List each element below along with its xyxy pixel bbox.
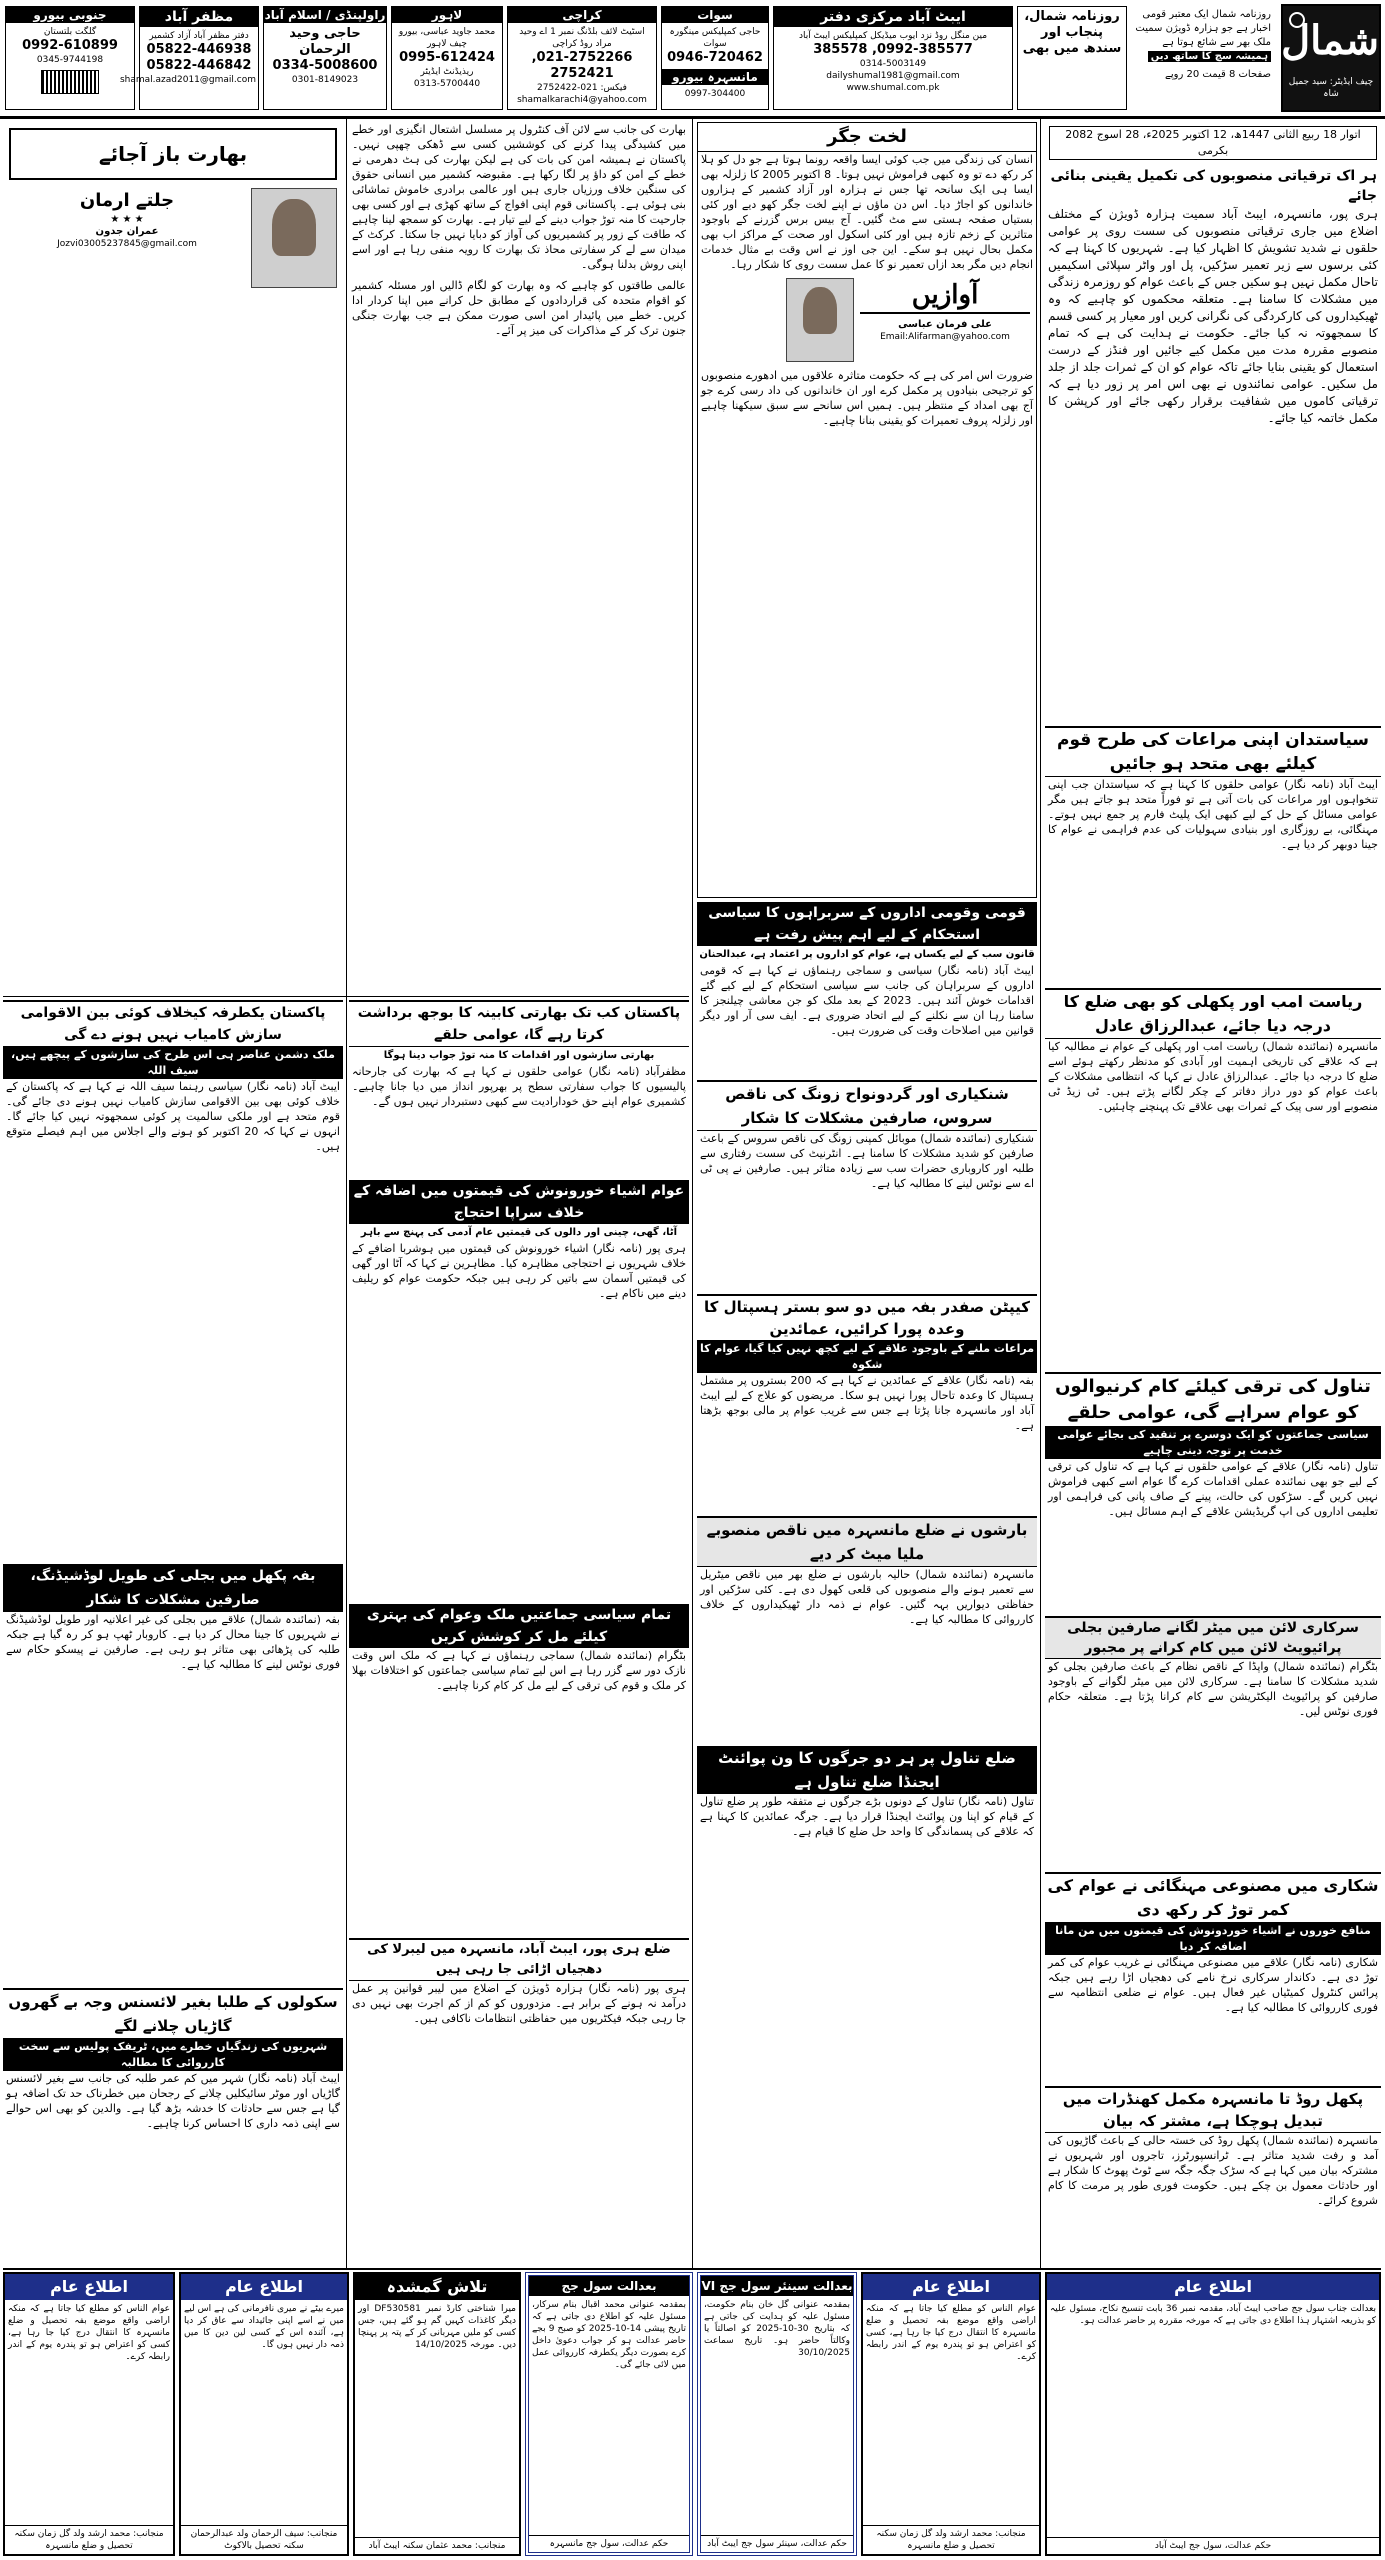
masthead-intro-text: روزنامہ شمال ایک معتبر قومی اخبار ہے جو ہزارہ ڈویژن سمیت ملک بھر سے شائع ہوتا ہے (1135, 9, 1271, 48)
office-south (5, 6, 135, 110)
ad-court-notice-1 (697, 2272, 857, 2556)
ad-court-notice-2 (525, 2272, 693, 2556)
story-headline: سرکاری لائن میں میٹر لگانے صارفین بجلی پرائیویٹ لائن میں کام کرانے پر مجبور (1045, 1616, 1381, 1659)
issue-date: اتوار 18 ربیع الثانی 1447ھ، 12 اکتوبر 2025ء، 28 اسوج 2082 بکرمی (1049, 126, 1377, 160)
columnist-name: علی فرمان عباسی (898, 319, 992, 330)
story-headline: سیاستدان اپنی مراعات کی طرح قوم کیلئے بھی متحد ہو جائیں (1045, 726, 1381, 777)
office-address: مین منگل روڈ نزد ایوب میڈیکل کمپلیکس ایبٹ آباد (798, 31, 988, 41)
ad-title: اطلاع عام (863, 2274, 1039, 2300)
story-headline: پاکستان کب تک بھارتی کابینہ کا بوجھ برداشت کرتا رہے گا، عوامی حلقے (349, 1000, 689, 1047)
masthead-header (0, 0, 1385, 119)
story-subheadline: آٹا، گھی، چینی اور دالوں کی قیمتیں عام آدمی کی پہنچ سے باہر (360, 1227, 678, 1238)
story-awam-ashya (349, 1180, 689, 1600)
office-email: 0997-304400 (684, 89, 746, 99)
office-extra: 0314-5003149 (859, 59, 927, 69)
tagline-box (1017, 6, 1127, 110)
office-email: shamalkarachi4@yahoo.com (517, 95, 647, 105)
office-phone: 0946-720462 (667, 50, 763, 65)
story-body: بٹگرام (نمائندہ شمال) واپڈا کے ناقص نظام کے باعث صارفین بجلی کو شدید مشکلات کا سامنا ہے۔ سرکاری لائن میں میٹر لگوانے کے باوجود صارفین کو پرائیویٹ الیکٹریشن سے کام کرانا پڑتا ہے۔ متعلقہ حکام فوری نوٹس لیں۔ (1048, 1660, 1378, 1718)
ad-body: میرے بیٹے نے میری نافرمانی کی ہے اس لیے میں نے اسے اپنی جائیداد سے عاق کر دیا ہے، آئندہ اس کے کسی لین دین کا میں ذمہ دار نہیں ہوں گا۔ (184, 2304, 344, 2350)
story-subheadline: بھارتی سازشوں اور اقدامات کا منہ توڑ جواب دینا ہوگا (383, 1050, 655, 1061)
office-karachi (507, 6, 657, 110)
ad-notice-3 (179, 2272, 349, 2556)
ad-footer: منجانب: محمد عثمان سکنہ ایبٹ آباد (355, 2537, 519, 2554)
story-body: بفہ (نامہ نگار) علاقے کے عمائدین نے کہا ہے کہ 200 بستروں پر مشتمل ہسپتال کا وعدہ تاحال پورا نہیں ہو سکا۔ مریضوں کو علاج کے لیے ایبٹ آباد اور مانسہرہ جانا پڑتا ہے جس سے غریب عوام پر مالی بوجھ بڑھتا ہے۔ (700, 1374, 1034, 1432)
office-address: محمد جاوید عباسی، بیورو چیف لاہور (398, 27, 496, 49)
story-headline: ضلع تناول پر ہر دو جرگوں کا ون پوائنٹ ایجنڈا ضلع تناول ہے (697, 1746, 1037, 1794)
column-body: انسان کی زندگی میں جب کوئی ایسا واقعہ رونما ہوتا ہے جو دل کو ہلا کر رکھ دے تو وہ کبھی فراموش نہیں ہوتا۔ 8 اکتوبر 2005 کا زلزلہ بھی ایسا ہی ایک سانحہ تھا جس نے ہزارہ اور آزاد کشمیر کے ہزاروں خاندانوں کو اجاڑ دیا۔ اس دن ماؤں نے اپنے لخت جگر کھو دیے اور کئی بستیاں صفحہ ہستی سے مٹ گئیں۔ آج بیس برس گزرنے کے باوجود متاثرین کے زخم تازہ ہیں اور کئی اسکول اور صحت کے مراکز اب بھی مکمل بحال نہیں ہو سکے۔ این جی اوز نے اس وقت بے مثال خدمات انجام دیں مگر بعد ازاں تعمیر نو کا عمل سست روی کا شکار رہا۔ (701, 153, 1033, 271)
story-body: ہری پور (نامہ نگار) ہزارہ ڈویژن کے اضلاع میں لیبر قوانین پر عمل درآمد نہ ہونے کے برابر ہے۔ مزدوروں کو کم از کم اجرت بھی نہیں دی جا رہی جبکہ فیکٹریوں میں حفاظتی انتظامات ناکافی ہیں۔ (352, 1982, 686, 2025)
ad-body: عوام الناس کو مطلع کیا جاتا ہے کہ منکہ اراضی واقع موضع بفہ تحصیل و ضلع مانسہرہ کا انتقال درج کیا جا رہا ہے، کسی کو اعتراض ہو تو پندرہ یوم کے اندر رابطہ کرے۔ (8, 2304, 170, 2362)
columnist-photo (251, 188, 337, 288)
story-subheadline: سیاسی جماعتوں کو ایک دوسرے پر تنقید کی بجائے عوامی خدمت پر توجہ دینی چاہیے (1045, 1427, 1381, 1459)
ad-footer: منجانب: محمد ارشد ولد گل زمان سکنہ تحصیل و ضلع مانسہرہ (863, 2525, 1039, 2554)
story-tamam-siyasi (349, 1604, 689, 1934)
ad-title: اطلاع عام (5, 2274, 173, 2300)
story-body: بٹگرام (نمائندہ شمال) سماجی رہنماؤں نے کہا ہے کہ ملک اس وقت نازک دور سے گزر رہا ہے اس لیے تمام سیاسی جماعتوں کو اختلافات بھلا کر ملک و قوم کی ترقی کے لیے مل کر کام کرنا چاہیے۔ (352, 1649, 686, 1692)
story-body: ایبٹ آباد (نامہ نگار) سیاسی رہنما سیف اللہ نے کہا ہے کہ پاکستان کے خلاف کوئی بھی بین الاقوامی سازش کامیاب نہیں ہونے دی جائے گی۔ قوم متحد ہے اور ملکی سالمیت پر کوئی سمجھوتہ نہیں کیا جائے گا۔ انہوں نے کہا کہ 20 اکتوبر کو ہونے والے اجلاس میں اہم فیصلے متوقع ہیں۔ (6, 1080, 340, 1153)
story-subheadline: مراعات ملنے کے باوجود علاقے کے لیے کچھ نہیں کیا گیا، عوام کا شکوہ (697, 1341, 1037, 1373)
story-pakhal (1045, 2086, 1381, 2268)
story-headline: بارشوں نے ضلع مانسہرہ میں ناقص منصوبے ملیا میٹ کر دیے (697, 1516, 1037, 1567)
office-extra: 0345-9744198 (36, 55, 104, 65)
story-headline: سکولوں کے طلبا بغیر لائسنس وجہ بے گھروں گاڑیاں چلانے لگے (3, 1988, 343, 2039)
story-zila (697, 1746, 1037, 2266)
columnist-block (3, 188, 343, 288)
story-headline: کیپٹن صفدر بفہ میں دو سو بستر ہسپتال کا وعدہ پورا کرائیں، عمائدین (697, 1294, 1037, 1341)
ad-notice-2 (861, 2272, 1041, 2556)
story-headline: تناول کی ترقی کیلئے کام کرنیوالوں کو عوام سراہے گی، عوامی حلقے (1045, 1372, 1381, 1427)
office-address: اسٹیٹ لائف بلڈنگ نمبر 1 اے وحید مراد روڈ کراچی (519, 27, 645, 49)
story-body: ہری پور (نامہ نگار) اشیاء خورونوش کی قیمتوں میں ہوشربا اضافے کے خلاف شہریوں نے احتجاجی مظاہرہ کیا۔ مظاہرین نے کہا کہ آٹا اور گھی کی قیمتیں آسمان سے باتیں کر رہی ہیں جبکہ حکومت عوام کو ریلیف دینے میں ناکام ہے۔ (352, 1242, 686, 1300)
masthead-slogan: ہمیشہ سچ کا ساتھ دیں (1148, 51, 1271, 62)
ad-title: بعدالت سینئر سول جج VI (701, 2276, 853, 2296)
office-phone: 0992-385577, 385578 (813, 42, 973, 57)
column-body-continued: عالمی طاقتوں کو چاہیے کہ وہ بھارت کو لگام ڈالیں اور مسئلہ کشمیر کو اقوام متحدہ کی قراردادوں کے مطابق حل کرانے میں اپنا کردار ادا کریں۔ خطے میں پائیدار امن اسی صورت ممکن ہے جب بھارت جنگی جنون ترک کر کے مذاکرات کی میز پر آئے۔ (352, 279, 686, 337)
story-headline: قومی وقومی اداروں کے سربراہوں کا سیاسی استحکام کے لیے اہم پیش رفت ہے (697, 902, 1037, 946)
column-divider (1040, 118, 1041, 2268)
story-riyasat (1045, 988, 1381, 1368)
ad-body: بعدالت جناب سول جج صاحب ایبٹ آباد، مقدمہ نمبر 36 بابت تنسیخ نکاح، مسئول علیہ کو بذریعہ اشتہار ہذا اطلاع دی جاتی ہے کہ مورخہ مقررہ پر حاضر عدالت ہو۔ (1050, 2304, 1376, 2326)
story-body: مانسہرہ (نمائندہ شمال) پکھل روڈ کی خستہ حالی کے باعث گاڑیوں کی آمد و رفت شدید متاثر ہے۔ ٹرانسپورٹرز، تاجروں اور شہریوں نے مشترکہ بیان میں کہا ہے کہ سڑک جگہ جگہ سے ٹوٹ پھوٹ کا شکار ہے اور حادثات معمول بن چکے ہیں۔ حکومت فوری طور پر مرمت کا کام شروع کرائے۔ (1048, 2134, 1378, 2207)
column-lakht-jigar (697, 122, 1037, 898)
office-city: لاہور (392, 7, 502, 23)
story-headline: ریاست امب اور پکھلی کو بھی ضلع کا درجہ دیا جائے، عبدالرزاق عادل (1045, 988, 1381, 1039)
column-title: بھارت باز آجائے (9, 128, 337, 180)
columnist-info (860, 278, 1030, 343)
column-body-continued: ضرورت اس امر کی ہے کہ حکومت متاثرہ علاقوں میں ادھورے منصوبوں کو ترجیحی بنیادوں پر مکمل کرے اور ان خاندانوں کی داد رسی کرے جو آج بھی امداد کے منتظر ہیں۔ ہمیں اس سانحے سے سبق سیکھنا چاہیے اور زلزلہ پروف تعمیرات کو یقینی بنانا چاہیے۔ (701, 369, 1033, 427)
office-phone: 021-2752266, 2752421 (531, 50, 633, 81)
story-headline: بفہ پکھل میں بجلی کی طویل لوڈشیڈنگ، صارفین مشکلات کا شکار (3, 1564, 343, 1612)
office-rawalpindi (263, 6, 387, 110)
columnist-info (9, 188, 245, 250)
office-address: حاجی کمپلیکس مینگورہ سوات (669, 27, 761, 49)
story-zila-haripur (349, 1938, 689, 2268)
lead-story (1045, 122, 1381, 722)
columnist-email: Jozvi03005237845@gmail.com (57, 239, 197, 249)
columnist-block (698, 272, 1036, 368)
story-headline: ضلع ہری پور، ایبٹ آباد، مانسہرہ میں لیبرلا کی دھجیاں اڑائی جا رہی ہیں (349, 1938, 689, 1981)
story-body: مانسہرہ (نمائندہ شمال) ریاست امب اور پکھلی کے عوام نے مطالبہ کیا ہے کہ علاقے کی تاریخی اہمیت اور آبادی کو مدنظر رکھتے ہوئے اسے ضلع کا درجہ دیا جائے۔ عبدالرزاق عادل نے کہا کہ انتظامی مشکلات کے باعث عوام کو دور دراز دفاتر کے چکر لگانے پڑتے ہیں۔ ٹی زیڈ ٹی منصوبے اور سی پیک کے ثمرات بھی علاقے تک پہنچنے چاہئیں۔ (1048, 1040, 1378, 1113)
office-city: جنوبی بیورو (6, 7, 134, 23)
office-city: ایبٹ آباد مرکزی دفتر (774, 7, 1012, 27)
columnist-name: عمران جدون (95, 226, 159, 237)
story-shikarpur (1045, 1872, 1381, 2082)
story-headline: پکھل روڈ تا مانسہرہ مکمل کھنڈرات میں تبدیل ہوچکا ہے، مشتر کہ بیان (1045, 2086, 1381, 2133)
office-city: کراچی (508, 7, 656, 23)
story-body: شکاری (نامہ نگار) علاقے میں مصنوعی مہنگائی نے غریب عوام کی کمر توڑ دی ہے۔ دکاندار سرکاری نرخ نامے کی دھجیاں اڑا رہے ہیں جبکہ پرائس کنٹرول کمیٹیاں غیر فعال ہیں۔ عوام نے ضلعی انتظامیہ سے فوری کارروائی کا مطالبہ کیا ہے۔ (1048, 1956, 1378, 2014)
story-sarkari (1045, 1616, 1381, 1868)
story-body: ایبٹ آباد (نامہ نگار) شہر میں کم عمر طلبہ کی جانب سے بغیر لائسنس گاڑیاں اور موٹر سائیکلیں چلانے کے رجحان میں خطرناک حد تک اضافہ ہو گیا ہے جس سے حادثات کا خدشہ بڑھ گیا ہے۔ والدین کو بھی اس حوالے سے اپنی ذمہ داری کا احساس کرنا چاہیے۔ (6, 2072, 340, 2130)
ad-footer: حکم عدالت، سول جج مانسہرہ (529, 2535, 689, 2552)
story-qaumi (697, 902, 1037, 1076)
column-bharat (349, 122, 689, 992)
ad-title: بعدالت سول جج (529, 2276, 689, 2296)
story-schoolon (3, 1988, 343, 2268)
office-lahore (391, 6, 503, 110)
person-icon (803, 287, 837, 335)
office-address: دفتر مظفر آباد آزاد کشمیر (149, 31, 249, 41)
office-swat (661, 6, 769, 110)
ad-notice-1 (1045, 2272, 1381, 2556)
ad-body: بمقدمہ عنوانی گل خان بنام حکومت، مسئول علیہ کو ہدایت کی جاتی ہے کہ بتاریخ 30-10-2025 کو اصالتاً یا وکالتاً حاضر ہو۔ تاریخ سماعت 30/10/2025 (704, 2300, 850, 2358)
office-abbottabad (773, 6, 1013, 110)
masthead-logo (1281, 4, 1381, 112)
story-siyasatdan (1045, 726, 1381, 984)
office-address: حاجی وحید الرحمان (289, 26, 361, 57)
column-bharat-main (3, 122, 343, 992)
ad-footer: منجانب: محمد ارشد ولد گل زمان سکنہ تحصیل و ضلع مانسہرہ (5, 2525, 173, 2554)
story-body: ایبٹ آباد (نامہ نگار) عوامی حلقوں کا کہنا ہے کہ سیاستدان جب اپنی تنخواہوں اور مراعات کی بات آتی ہے تو فوراً متحد ہو جاتے ہیں مگر عوامی مسائل کے حل کے لیے کبھی ایک پلیٹ فارم پر جمع نہیں ہوتے۔ مہنگائی، بے روزگاری اور بنیادی سہولیات کی عدم فراہمی نے عوام کا جینا دوبھر کر دیا ہے۔ (1048, 778, 1378, 851)
stars-icon: ★ ★ ★ (110, 214, 144, 225)
story-body: مانسہرہ (نمائندہ شمال) حالیہ بارشوں نے ضلع بھر میں ناقص میٹریل سے تعمیر ہونے والے منصوبوں کی قلعی کھول دی ہے۔ کئی سڑکیں اور حفاظتی دیواریں بہہ گئیں۔ عوام نے ذمہ دار ٹھیکیداروں کے خلاف کارروائی کا مطالبہ کیا ہے۔ (700, 1568, 1034, 1626)
chief-editor: چیف ایڈیٹر: سید جمیل شاہ (1288, 77, 1374, 99)
story-body: تناول (نامہ نگار) تناول کے دونوں بڑے جرگوں نے متفقہ طور پر ضلع تناول کے قیام کو اپنا ون پوائنٹ ایجنڈا قرار دیا ہے۔ جرگہ عمائدین کا کہنا ہے کہ علاقے کی پسماندگی کا واحد حل ضلع کا قیام ہے۔ (700, 1795, 1034, 1838)
office-extra: 0301-8149023 (291, 75, 359, 85)
ad-notice-4 (3, 2272, 175, 2556)
office-city: سوات (662, 7, 768, 23)
story-subheadline: شہریوں کی زندگیاں خطرے میں، ٹریفک پولیس سے سخت کارروائی کا مطالبہ (3, 2039, 343, 2071)
column-body: بھارت کی جانب سے لائن آف کنٹرول پر مسلسل اشتعال انگیزی اور خطے میں کشیدگی پیدا کرنے کی کوششیں کسی سے ڈھکی چھپی نہیں۔ پاکستان نے ہمیشہ امن کی بات کی ہے لیکن بھارت کی ہٹ دھرمی نے خطے کے امن کو داؤ پر لگا رکھا ہے۔ مقبوضہ کشمیر میں انسانی حقوق کی سنگین خلاف ورزیاں جاری ہیں اور عالمی برادری خاموش تماشائی بنی ہوئی ہے۔ پاکستانی قوم اپنی افواج کے ساتھ کھڑی ہے اور کسی بھی جارحیت کا منہ توڑ جواب دینے کے لیے تیار ہے۔ بھارت کو سمجھ لینا چاہیے کہ طاقت کے زور پر کشمیریوں کی آواز کو دبایا نہیں جا سکتا۔ کرکٹ کے میدان سے لے کر سفارتی محاذ تک بھارت کا رویہ منفی رہا ہے اور اسے اپنی روش بدلنا ہوگی۔ (352, 123, 686, 271)
column-logo: جلتے ارمان (79, 190, 175, 211)
story-shinkiari (697, 1080, 1037, 1290)
office-phone: 0334-5008600 (272, 58, 378, 73)
story-body: بفہ (نمائندہ شمال) علاقے میں بجلی کی غیر اعلانیہ اور طویل لوڈشیڈنگ نے شہریوں کا جینا محال کر دیا ہے۔ کاروبار ٹھپ ہو کر رہ گیا ہے جبکہ طلبہ کی پڑھائی بھی متاثر ہو رہی ہے۔ صارفین نے پیسکو حکام سے فوری نوٹس لینے کا مطالبہ کیا ہے۔ (6, 1613, 340, 1671)
office-extra: 05822-446842 (146, 58, 252, 73)
office-address: گلگت بلتستان (43, 27, 97, 37)
ad-body: میرا شناختی کارڈ نمبر DF530581 اور دیگر کاغذات کہیں گم ہو گئے ہیں، جس کسی کو ملیں مہربانی کر کے پتہ پر پہنچا دیں۔ مورخہ 14/10/2025 (358, 2304, 516, 2350)
office-extra: ریذیڈنٹ ایڈیٹر (420, 67, 474, 77)
story-body: شنکیاری (نمائندہ شمال) موبائل کمپنی زونگ کی ناقص سروس کے باعث صارفین کو شدید مشکلات کا سامنا ہے۔ انٹرنیٹ کی سست رفتاری سے طلبہ اور کاروباری حضرات سب سے زیادہ متاثر ہیں۔ صارفین نے پی ٹی اے سے نوٹس لینے کا مطالبہ کیا ہے۔ (700, 1132, 1034, 1190)
story-headline: پاکستان یکطرفہ کیخلاف کوئی بین الاقوامی سازش کامیاب نہیں ہونے دے گی (3, 1000, 343, 1047)
ad-body: عوام الناس کو مطلع کیا جاتا ہے کہ منکہ اراضی واقع موضع بفہ تحصیل و ضلع مانسہرہ کا انتقال درج کیا جا رہا ہے، کسی کو اعتراض ہو تو پندرہ یوم کے اندر رابطہ کرے۔ (866, 2304, 1036, 2362)
ad-footer: منجانب: سیف الرحمان ولد عبدالرحمان سکنہ تحصیل بالاکوٹ (181, 2525, 347, 2554)
globe-icon (1289, 12, 1305, 28)
office-phone: 0995-612424 (399, 50, 495, 65)
ad-footer: حکم عدالت، سینئر سول جج ایبٹ آباد (701, 2535, 853, 2552)
newspaper-name: شمال (1281, 17, 1379, 64)
story-barishon (697, 1516, 1037, 1742)
person-icon (272, 199, 316, 256)
story-body: مظفرآباد (نامہ نگار) عوامی حلقوں نے کہا ہے کہ بھارت کی جارحانہ پالیسیوں کا جواب سفارتی سطح پر بھرپور انداز میں دیا جانا چاہیے۔ کشمیری عوام اپنے حق خودارادیت سے کبھی دستبردار نہیں ہوں گے۔ (352, 1065, 686, 1108)
story-pakistan-kab (349, 1000, 689, 1176)
ad-title: تلاش گمشدہ (355, 2274, 519, 2300)
columnist-photo (786, 278, 854, 362)
office-email: dailyshumal1981@gmail.com (826, 71, 960, 81)
column-divider (346, 118, 347, 2268)
office-email: shamal.azad2011@gmail.com (119, 75, 256, 85)
office-extra: فیکس: 021-2752422 (537, 83, 627, 93)
ad-lost-found (353, 2272, 521, 2556)
columnist-email: Email:Alifarman@yahoo.com (880, 332, 1010, 342)
story-bijli (3, 1564, 343, 1984)
office-email: 0313-5700440 (413, 79, 481, 89)
story-subheadline: قانون سب کے لیے یکساں ہے، عوام کو اداروں پر اعتماد ہے، عبدالحنان (699, 949, 1035, 960)
story-headline: شکاری میں مصنوعی مہنگائی نے عوام کی کمر توڑ کر رکھ دی (1045, 1872, 1381, 1923)
story-headline: عوام اشیاء خورونوش کی قیمتوں میں اضافہ کے خلاف سراپا احتجاج (349, 1180, 689, 1224)
ad-title: اطلاع عام (181, 2274, 347, 2300)
story-body: ایبٹ آباد (نامہ نگار) سیاسی و سماجی رہنماؤں نے کہا ہے کہ قومی اداروں کے سربراہان کی جانب سے سیاسی استحکام کے لیے کیے گئے اقدامات خوش آئند ہیں۔ 2023 کے بعد ملک کو جن معاشی چیلنجز کا سامنا رہا ان سے نکلنے کے لیے اتحاد ضروری ہے۔ ایف سی آر اور دیگر قوانین میں اصلاحات وقت کی ضرورت ہیں۔ (700, 964, 1034, 1037)
column-logo: آوازیں (860, 278, 1030, 314)
lead-body: ہری پور، مانسہرہ، ایبٹ آباد سمیت ہزارہ ڈویژن کے مختلف اضلاع میں جاری ترقیاتی منصوبوں کی سست روی پر عوامی حلقوں نے شدید تشویش کا اظہار کیا ہے۔ شہریوں کا کہنا ہے کہ کئی برسوں سے زیر تعمیر سڑکیں، پل اور واٹر سپلائی اسکیمیں تاحال مکمل نہیں ہو سکیں جس کے باعث عوام کو روزمرہ زندگی میں مشکلات کا سامنا ہے۔ متعلقہ محکموں کو چاہیے کہ وہ ٹھیکیداروں کی کارکردگی کی نگرانی کریں اور معیار پر کسی قسم کا سمجھوتہ نہ کیا جائے۔ حکومت نے ہدایت کی ہے کہ تمام منصوبے مقررہ مدت میں مکمل کیے جائیں اور فنڈز کے درست استعمال کو یقینی بنایا جائے تاکہ عوام کو ان کے ثمرات جلد از جلد مل سکیں۔ عوامی نمائندوں نے بھی اس امر پر زور دیا ہے کہ ترقیاتی کاموں میں شفافیت برقرار رکھی جائے اور کرپشن کا مکمل خاتمہ کیا جائے۔ (1048, 207, 1378, 425)
story-body: تناول (نامہ نگار) علاقے کے عوامی حلقوں نے کہا ہے کہ تناول کی ترقی کے لیے جو بھی نمائندہ عملی اقدامات کرے گا عوام اسے کبھی فراموش نہیں کریں گے۔ سڑکوں کی حالت، پینے کے صاف پانی کی فراہمی اور تعلیمی اداروں کی اپ گریڈیشن علاقے کے اہم مسائل ہیں۔ (1048, 1460, 1378, 1518)
story-headline: تمام سیاسی جماعتیں ملک وعوام کی بہتری کیلئے مل کر کوشش کریں (349, 1604, 689, 1648)
story-headline: شنکیاری اور گردونواح زونگ کی ناقص سروس، صارفین مشکلات کا شکار (697, 1080, 1037, 1131)
ad-footer: حکم عدالت، سول جج ایبٹ آباد (1047, 2537, 1379, 2554)
story-pakistan-ya (3, 1000, 343, 1560)
office-phone: 0992-610899 (22, 38, 118, 53)
column-divider (692, 118, 693, 2268)
ads-divider (3, 2268, 1381, 2270)
barcode-icon (41, 70, 99, 94)
office-extra: مانسہرہ بیورو (662, 69, 768, 85)
office-city: مظفر آباد (140, 7, 258, 27)
ad-title: اطلاع عام (1047, 2274, 1379, 2300)
office-web: www.shumal.com.pk (846, 83, 940, 93)
office-muzaffarabad (119, 6, 259, 110)
column-title: لخت جگر (698, 123, 1036, 152)
masthead-tagline: روزنامہ شمال، پنجاب اور سندھ میں بھی (1022, 9, 1122, 56)
story-tanawal (1045, 1372, 1381, 1612)
ad-body: بمقدمہ عنوانی محمد اقبال بنام سرکار، مسئول علیہ کو اطلاع دی جاتی ہے کہ تاریخ پیشی 14-10-2025 کو صبح 9 بجے حاضر عدالت ہو کر جواب دعویٰ داخل کرے بصورت دیگر یکطرفہ کارروائی عمل میں لائی جائے گی۔ (532, 2300, 686, 2370)
story-subheadline: منافع خوروں نے اشیاء خوردونوش کی قیمتوں میں من مانا اضافہ کر دیا (1045, 1923, 1381, 1955)
lead-headline: ہر اک ترقیاتی منصوبوں کی تکمیل یقینی بنائی جائے (1050, 168, 1377, 204)
pages-note: صفحات 8 قیمت 20 روپے (1164, 69, 1271, 80)
office-phone: 05822-446938 (146, 42, 252, 57)
story-captain (697, 1294, 1037, 1512)
section-divider (3, 996, 689, 997)
office-city: راولپنڈی / اسلام آباد (264, 8, 386, 22)
masthead-intro (1133, 6, 1273, 110)
story-subheadline: ملک دشمن عناصر ہی اس طرح کی سازشوں کے پیچھے ہیں، سیف اللہ (3, 1047, 343, 1079)
